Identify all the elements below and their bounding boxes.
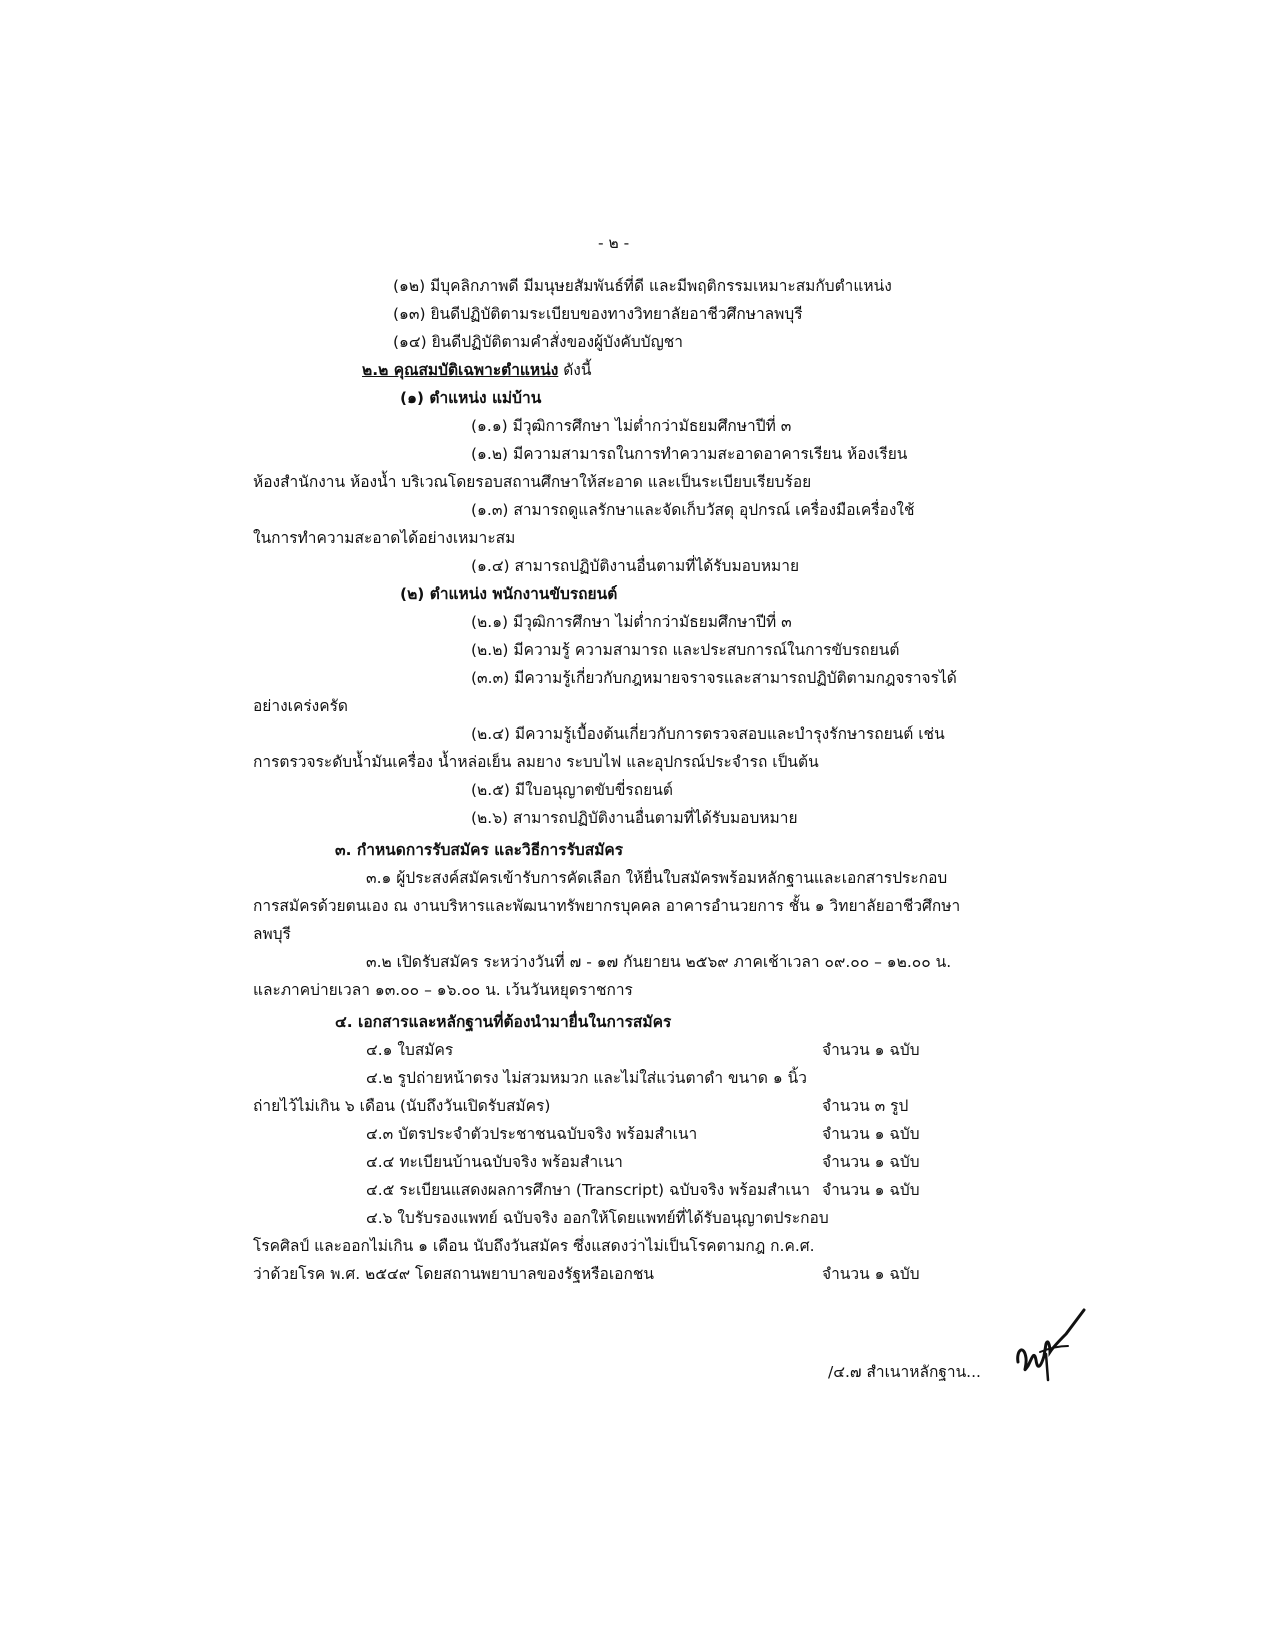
signature-mark bbox=[1010, 1300, 1090, 1390]
doc-item-4: ๔.๔ ทะเบียนบ้านฉบับจริง พร้อมสำเนา bbox=[366, 1153, 623, 1171]
continuation-footer: /๔.๗ สำเนาหลักฐาน... bbox=[828, 1363, 981, 1381]
pos2-line-4b: การตรวจระดับน้ำมันเครื่อง น้ำหล่อเย็น ลมยาง ระบบไฟ และอุปกรณ์ประจำรถ เป็นต้น bbox=[253, 753, 819, 771]
doc-item-6c: ว่าด้วยโรค พ.ศ. ๒๕๔๙ โดยสถานพยาบาลของรัฐหรือเอกชน bbox=[253, 1265, 654, 1283]
qualification-13: (๑๓) ยินดีปฏิบัติตามระเบียบของทางวิทยาลัยอาชีวศึกษาลพบุรี bbox=[393, 305, 803, 323]
doc-qty-1: จำนวน ๑ ฉบับ bbox=[822, 1041, 920, 1059]
position-1-title: (๑) ตำแหน่ง แม่บ้าน bbox=[400, 389, 542, 407]
pos2-line-1: (๒.๑) มีวุฒิการศึกษา ไม่ต่ำกว่ามัธยมศึกษาปีที่ ๓ bbox=[471, 613, 792, 631]
sec3-para-1c: ลพบุรี bbox=[253, 925, 291, 943]
section-3-heading: ๓. กำหนดการรับสมัคร และวิธีการรับสมัคร bbox=[335, 841, 624, 859]
section-4-heading: ๔. เอกสารและหลักฐานที่ต้องนำมายื่นในการสมัคร bbox=[335, 1013, 672, 1031]
doc-item-3: ๔.๓ บัตรประจำตัวประชาชนฉบับจริง พร้อมสำเนา bbox=[366, 1125, 698, 1143]
pos2-line-2: (๒.๒) มีความรู้ ความสามารถ และประสบการณ์ในการขับรถยนต์ bbox=[471, 641, 900, 659]
section-2-2-title: ๒.๒ คุณสมบัติเฉพาะตำแหน่ง bbox=[362, 361, 559, 379]
doc-item-6b: โรคศิลป์ และออกไม่เกิน ๑ เดือน นับถึงวันสมัคร ซึ่งแสดงว่าไม่เป็นโรคตามกฎ ก.ค.ศ. bbox=[253, 1237, 815, 1255]
pos2-line-3a: (๓.๓) มีความรู้เกี่ยวกับกฎหมายจราจรและสามารถปฏิบัติตามกฎจราจรได้ bbox=[471, 669, 957, 687]
doc-item-1: ๔.๑ ใบสมัคร bbox=[366, 1041, 454, 1059]
section-2-2-heading bbox=[362, 359, 591, 381]
pos2-line-5: (๒.๕) มีใบอนุญาตขับขี่รถยนต์ bbox=[471, 781, 673, 799]
position-2-title: (๒) ตำแหน่ง พนักงานขับรถยนต์ bbox=[400, 585, 618, 603]
pos1-line-2b: ห้องสำนักงาน ห้องน้ำ บริเวณโดยรอบสถานศึกษาให้สะอาด และเป็นระเบียบเรียบร้อย bbox=[253, 473, 812, 491]
doc-item-5: ๔.๕ ระเบียนแสดงผลการศึกษา (Transcript) ฉบับจริง พร้อมสำเนา bbox=[366, 1181, 810, 1199]
doc-qty-6: จำนวน ๑ ฉบับ bbox=[822, 1265, 920, 1283]
page-number: - ๒ - bbox=[598, 234, 630, 252]
doc-qty-4: จำนวน ๑ ฉบับ bbox=[822, 1153, 920, 1171]
pos1-line-4: (๑.๔) สามารถปฏิบัติงานอื่นตามที่ได้รับมอบหมาย bbox=[471, 557, 800, 575]
doc-item-6a: ๔.๖ ใบรับรองแพทย์ ฉบับจริง ออกให้โดยแพทย์ที่ได้รับอนุญาตประกอบ bbox=[366, 1209, 829, 1227]
doc-qty-5: จำนวน ๑ ฉบับ bbox=[822, 1181, 920, 1199]
pos2-line-3b: อย่างเคร่งครัด bbox=[253, 697, 348, 715]
pos2-line-4a: (๒.๔) มีความรู้เบื้องต้นเกี่ยวกับการตรวจสอบและบำรุงรักษารถยนต์ เช่น bbox=[471, 725, 945, 743]
pos1-line-3b: ในการทำความสะอาดได้อย่างเหมาะสม bbox=[253, 529, 516, 547]
qualification-12: (๑๒) มีบุคลิกภาพดี มีมนุษยสัมพันธ์ที่ดี และมีพฤติกรรมเหมาะสมกับตำแหน่ง bbox=[393, 277, 892, 295]
sec3-para-2b: และภาคบ่ายเวลา ๑๓.๐๐ – ๑๖.๐๐ น. เว้นวันหยุดราชการ bbox=[253, 981, 633, 999]
pos1-line-3a: (๑.๓) สามารถดูแลรักษาและจัดเก็บวัสดุ อุปกรณ์ เครื่องมือเครื่องใช้ bbox=[471, 501, 915, 519]
doc-item-2a: ๔.๒ รูปถ่ายหน้าตรง ไม่สวมหมวก และไม่ใส่แว่นตาดำ ขนาด ๑ นิ้ว bbox=[366, 1069, 807, 1087]
sec3-para-1b: การสมัครด้วยตนเอง ณ งานบริหารและพัฒนาทรัพยากรบุคคล อาคารอำนวยการ ชั้น ๑ วิทยาลัยอาชีวศึกษา bbox=[253, 897, 961, 915]
pos1-line-1: (๑.๑) มีวุฒิการศึกษา ไม่ต่ำกว่ามัธยมศึกษาปีที่ ๓ bbox=[471, 417, 792, 435]
doc-qty-3: จำนวน ๑ ฉบับ bbox=[822, 1125, 920, 1143]
doc-qty-2: จำนวน ๓ รูป bbox=[822, 1097, 909, 1115]
pos2-line-6: (๒.๖) สามารถปฏิบัติงานอื่นตามที่ได้รับมอบหมาย bbox=[471, 809, 798, 827]
pos1-line-2a: (๑.๒) มีความสามารถในการทำความสะอาดอาคารเรียน ห้องเรียน bbox=[471, 445, 908, 463]
sec3-para-2a: ๓.๒ เปิดรับสมัคร ระหว่างวันที่ ๗ - ๑๗ กันยายน ๒๕๖๙ ภาคเช้าเวลา ๐๙.๐๐ – ๑๒.๐๐ น. bbox=[366, 953, 952, 971]
sec3-para-1a: ๓.๑ ผู้ประสงค์สมัครเข้ารับการคัดเลือก ให้ยื่นใบสมัครพร้อมหลักฐานและเอกสารประกอบ bbox=[366, 869, 948, 887]
doc-item-2b: ถ่ายไว้ไม่เกิน ๖ เดือน (นับถึงวันเปิดรับสมัคร) bbox=[253, 1097, 551, 1115]
qualification-14: (๑๔) ยินดีปฏิบัติตามคำสั่งของผู้บังคับบัญชา bbox=[393, 333, 684, 351]
section-2-2-suffix: ดังนี้ bbox=[558, 361, 592, 379]
